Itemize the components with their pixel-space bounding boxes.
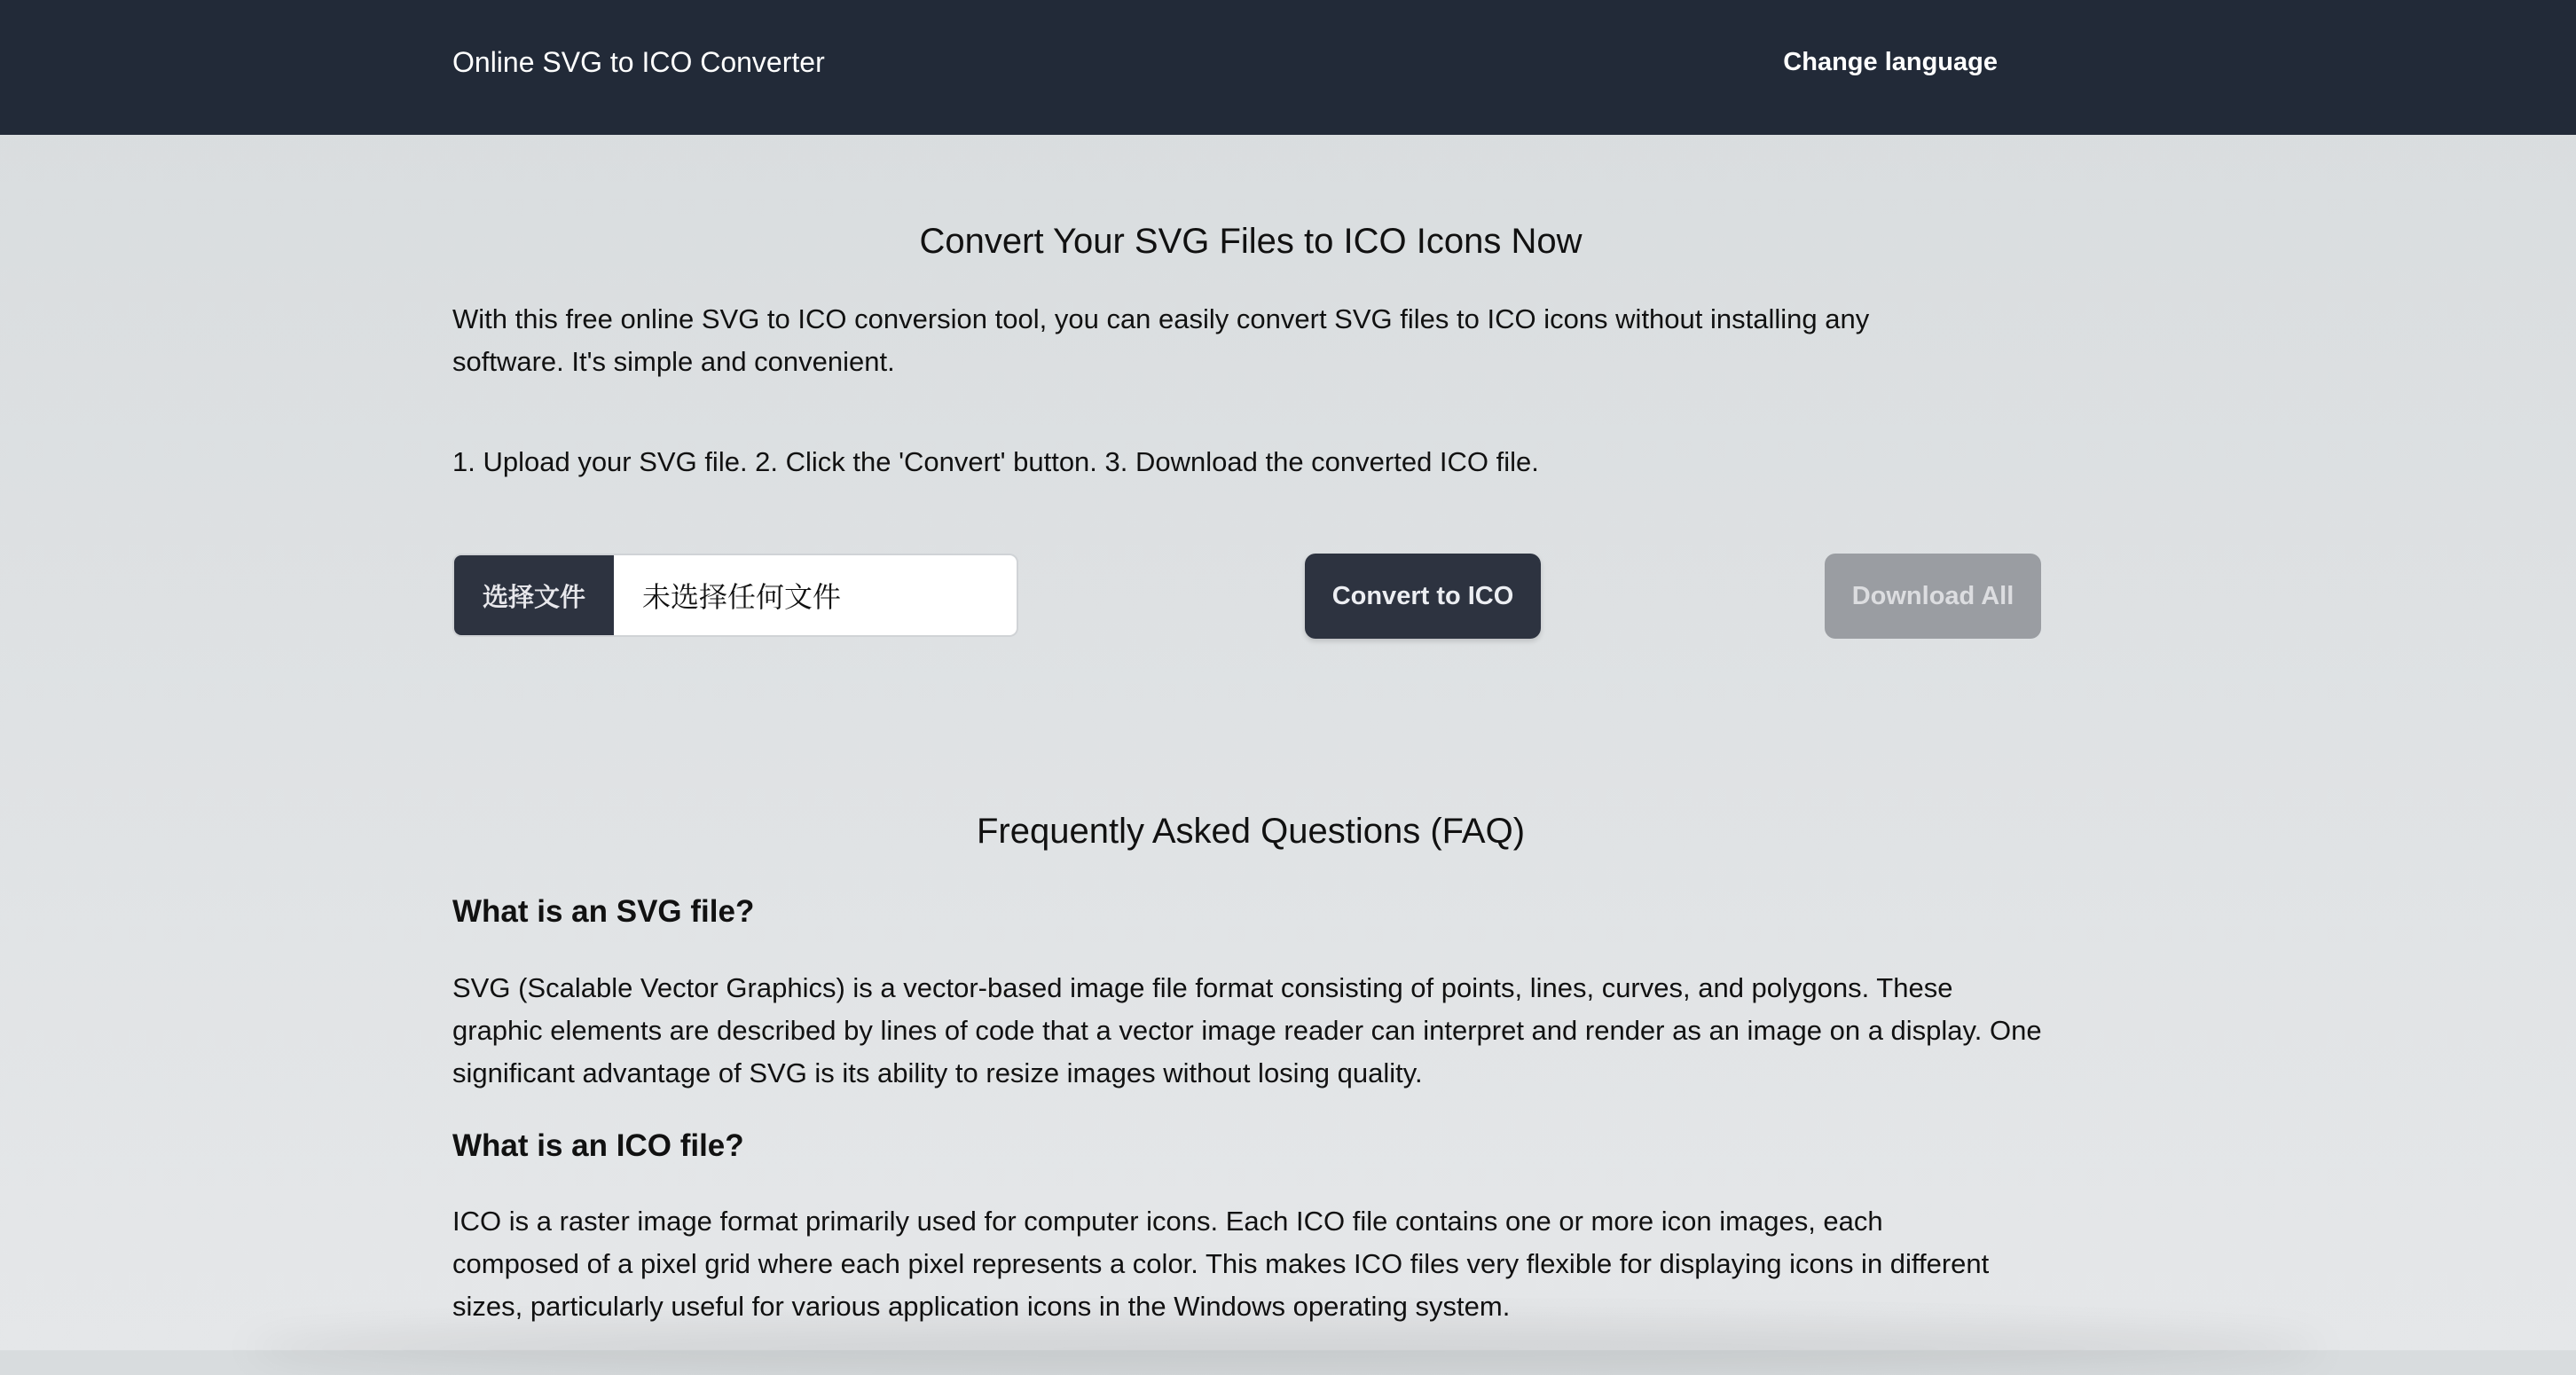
- steps-text: 1. Upload your SVG file. 2. Click the 'Convert' button. 3. Download the converted ICO file.: [452, 446, 1539, 477]
- faq-answer: ICO is a raster image format primarily used for computer icons. Each ICO file contains one or more icon images, each composed of a pixel grid where each pixel represents a color. This makes ICO files very flexible for displaying icons in different sizes, particularly useful for various application icons in the Windows operating system.: [452, 1206, 1990, 1322]
- file-input[interactable]: [452, 554, 1018, 637]
- faq-question: What is an ICO file?: [452, 1128, 744, 1163]
- footer-shadow: [248, 1322, 2324, 1375]
- top-navbar: [0, 0, 2576, 135]
- download-all-button[interactable]: Download All: [1825, 554, 2041, 639]
- faq-answer: SVG (Scalable Vector Graphics) is a vector-based image file format consisting of points, lines, curves, and polygons. These graphic elements are described by lines of code that a vector image reader can interpret and render as an image on a display. One significant advantage of SVG is its ability to resize images without losing quality.: [452, 972, 2042, 1088]
- file-status: 未选择任何文件: [642, 581, 842, 613]
- convert-button[interactable]: Convert to ICO: [1305, 554, 1541, 639]
- faq-question: What is an SVG file?: [452, 894, 755, 929]
- faq-title: Frequently Asked Questions (FAQ): [976, 812, 1526, 851]
- choose-file-button[interactable]: 选择文件: [454, 555, 614, 635]
- intro-text: With this free online SVG to ICO conversion tool, you can easily convert SVG files to ICO icons without installing any software. It's simple and convenient.: [452, 303, 1870, 377]
- site-title[interactable]: Online SVG to ICO Converter: [452, 46, 825, 78]
- page-title: Convert Your SVG Files to ICO Icons Now: [919, 222, 1583, 261]
- change-language-link[interactable]: Change language: [1783, 48, 1998, 76]
